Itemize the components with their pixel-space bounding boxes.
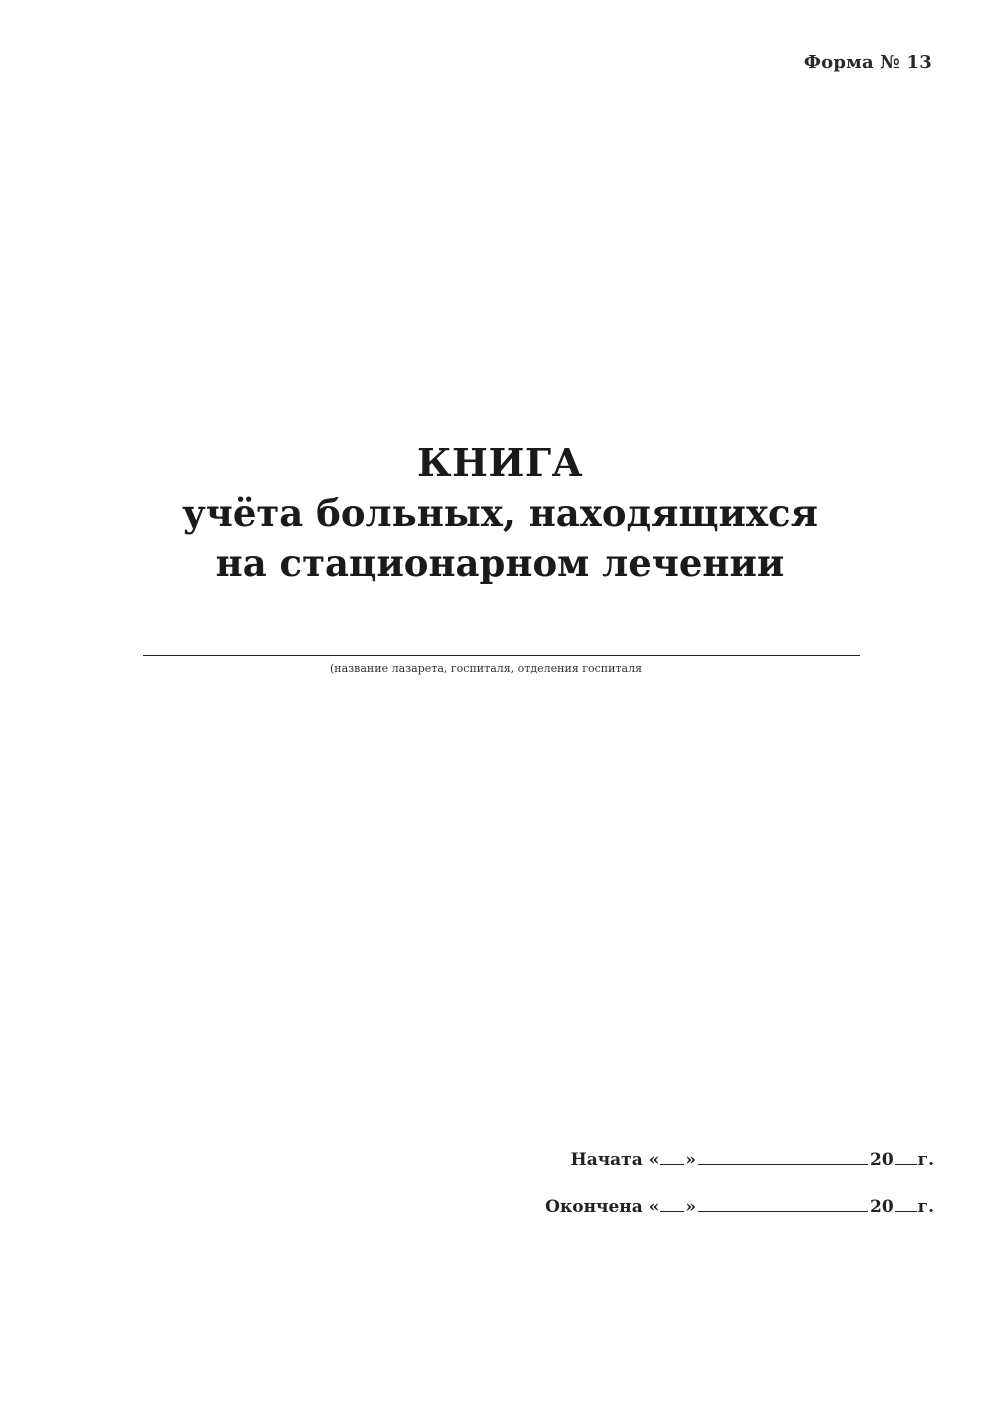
end-year-field[interactable] [895, 1197, 917, 1212]
end-date-row [545, 1197, 934, 1217]
start-century: 20 [869, 1150, 894, 1170]
end-open-quote: « [648, 1197, 660, 1217]
title-book: КНИГА [416, 440, 584, 485]
document-title [0, 438, 1000, 588]
start-close-quote: » [685, 1150, 696, 1170]
end-close-quote: » [685, 1197, 696, 1217]
title-line-2: учёта больных, находящихся [182, 491, 818, 535]
start-open-quote: « [648, 1150, 660, 1170]
organization-caption: (название лазарета, госпиталя, отделения госпиталя [330, 662, 643, 675]
start-year-field[interactable] [895, 1150, 917, 1165]
start-date-label: Начата [570, 1150, 643, 1170]
start-year-suffix: г. [917, 1150, 934, 1170]
start-month-field[interactable] [698, 1150, 868, 1165]
title-line-3: на стационарном лечении [215, 541, 785, 585]
end-month-field[interactable] [698, 1197, 868, 1212]
organization-name-field[interactable] [143, 655, 860, 656]
start-day-field[interactable] [660, 1150, 684, 1165]
end-day-field[interactable] [660, 1197, 684, 1212]
end-date-label: Окончена [545, 1197, 643, 1217]
end-year-suffix: г. [917, 1197, 934, 1217]
form-number: Форма № 13 [803, 52, 932, 73]
end-century: 20 [869, 1197, 894, 1217]
start-date-row [571, 1150, 934, 1170]
